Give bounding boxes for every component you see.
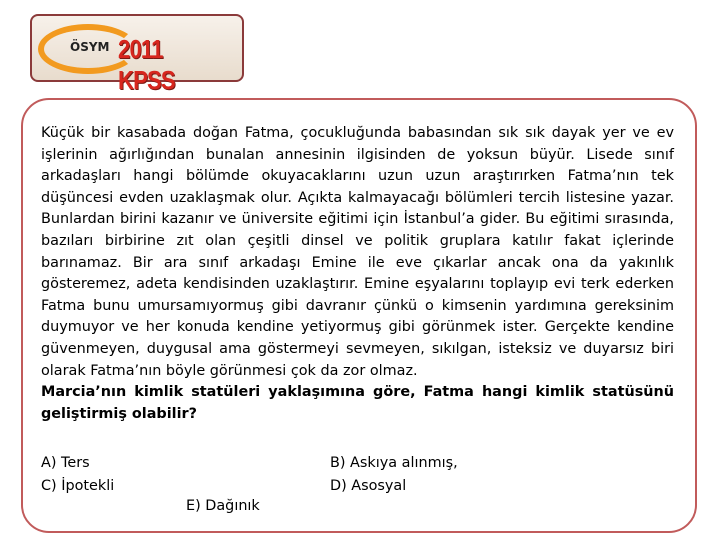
logo-title-text: 2011 KPSS xyxy=(118,34,175,95)
question-text: Marcia’nın kimlik statüleri yaklaşımına göre, Fatma hangi kimlik statüsünü geliştirmiş olabilir? xyxy=(41,384,674,422)
osym-kpss-logo xyxy=(30,14,244,95)
question-body xyxy=(41,123,674,425)
option-c[interactable]: C) İpotekli xyxy=(41,478,115,494)
option-a[interactable]: A) Ters xyxy=(41,455,90,471)
logo-org-text: ÖSYM xyxy=(70,40,110,54)
option-b[interactable]: B) Askıya alınmış, xyxy=(330,455,458,471)
passage-text: Küçük bir kasabada doğan Fatma, çocukluğunda babasından sık sık dayak yer ve ev işlerinin ağırlığından bunalan annesinin ilgisinden de yoksun büyür. Lisede sınıf arkadaşları hangi bölümde okuyacaklarını uzun uzun araştırırken Fatma’nın tek düşüncesi evden uzaklaşmak olur. Açıkta kalmayacağı bölümleri tercih listesine yazar. Bunlardan birini kazanır ve üniversite eğitimi için İstanbul’a gider. Bu eğitimi sırasında, bazıları birbirine zıt olan çeşitli dinsel ve politik gruplara katılır fakat içlerinde barınamaz. Bir ara sınıf arkadaşı Emine ile eve çıkarlar ancak ona da yakınlık gösteremez, adeta kendisinden uzaklaştırır. Emine eşyalarını toplayıp evi terk ederken Fatma bunu umursamıyormuş gibi davranır çünkü o kimsenin yardımına gereksinim duymuyor ve her konuda kendine yetiyormuş gibi görünmek ister. Gerçekte kendine güvenmeyen, duygusal ama göstermeyi sevmeyen, sıkılgan, isteksiz ve duyarsız biri olarak Fatma’nın böyle görünmesi çok da zor olmaz. xyxy=(41,125,674,379)
option-e[interactable]: E) Dağınık xyxy=(186,498,260,514)
option-d[interactable]: D) Asosyal xyxy=(330,478,407,494)
